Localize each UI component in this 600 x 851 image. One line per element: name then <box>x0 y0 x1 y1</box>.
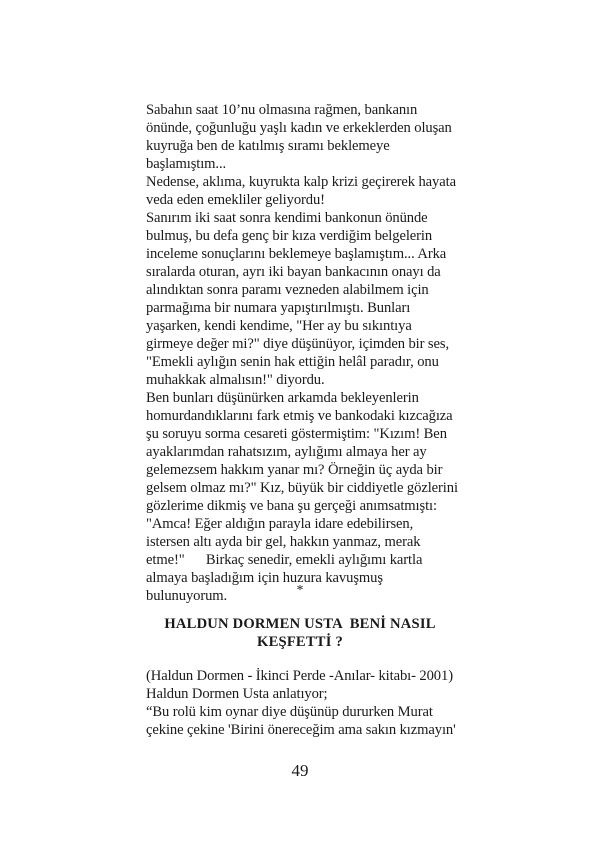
page-number: 49 <box>291 761 309 780</box>
body-line: bulmuş, bu defa genç bir kıza verdiğim belgelerin <box>146 228 433 244</box>
body-line: Sanırım iki saat sonra kendimi bankonun önünde <box>146 210 428 226</box>
body-line: yaşarken, kendi kendime, "Her ay bu sıkıntıya <box>146 318 412 334</box>
body-line: ayaklarımdan rahatsızım, aylığımı almaya her ay <box>146 444 427 460</box>
body-line: gelemezsem hakkım yanar mı? Örneğin üç ayda bir <box>146 462 443 478</box>
body-line: Haldun Dormen Usta anlatıyor; <box>146 686 328 702</box>
body-line: etme!" Birkaç senedir, emekli aylığımı kartla <box>146 552 423 568</box>
body-line: “Bu rolü kim oynar diye düşünüp dururken Murat <box>146 704 433 720</box>
body-line: başlamıştım... <box>146 156 227 172</box>
body-line: "Emekli aylığın senin hak ettiğin helâl paradır, onu <box>146 354 439 370</box>
section-separator: * <box>296 583 304 598</box>
body-line: Nedense, aklıma, kuyrukta kalp krizi geçirerek hayata <box>146 174 456 190</box>
body-line: muhakkak almalısın!" diyordu. <box>146 372 325 388</box>
body-line: parmağıma bir numara yapıştırılmıştı. Bunları <box>146 300 411 316</box>
body-line: girmeye değer mi?" diye düşünüyor, içimden bir ses, <box>146 336 450 352</box>
body-line: sıralarda oturan, ayrı iki bayan bankacının onayı da <box>146 264 441 280</box>
body-line: bulunuyorum. <box>146 588 228 604</box>
body-line: istersen altı ayda bir gel, hakkın yanmaz, merak <box>146 534 421 550</box>
body-line: gözlerime dikmiş ve bana şu gerçeği anımsatmıştı: <box>146 498 437 514</box>
body-line: alındıktan sonra paramı vezneden alabilmem için <box>146 282 429 298</box>
body-line: önünde, çoğunluğu yaşlı kadın ve erkeklerden oluşan <box>146 120 452 136</box>
body-line: çekine çekine 'Birini önereceğim ama sakın kızmayın' <box>146 722 456 738</box>
body-line: almaya başladığım için huzura kavuşmuş <box>146 570 383 586</box>
body-line: veda eden emekliler geliyordu! <box>146 192 325 208</box>
body-line: Sabahın saat 10’nu olmasına rağmen, bankanın <box>146 102 418 118</box>
section-heading-line: HALDUN DORMEN USTA BENİ NASIL <box>164 616 436 632</box>
body-line: homurdandıklarını fark etmiş ve bankodaki kızcağıza <box>146 408 453 424</box>
body-line: gelsem olmaz mı?" Kız, büyük bir ciddiyetle gözlerini <box>146 480 458 496</box>
body-line: Ben bunları düşünürken arkamda bekleyenlerin <box>146 390 419 406</box>
body-line: "Amca! Eğer aldığın parayla idare edebilirsen, <box>146 516 414 532</box>
source-citation: (Haldun Dormen - İkinci Perde -Anılar- kitabı- 2001) <box>146 668 453 684</box>
body-line: kuyruğa ben de katılmış sıramı beklemeye <box>146 138 390 154</box>
body-line: şu soruyu sorma cesareti göstermiştim: "Kızım! Ben <box>146 426 447 442</box>
body-line: inceleme sonuçlarını beklemeye başlamıştım... Arka <box>146 246 447 262</box>
section-heading-line: KEŞFETTİ ? <box>257 634 343 650</box>
